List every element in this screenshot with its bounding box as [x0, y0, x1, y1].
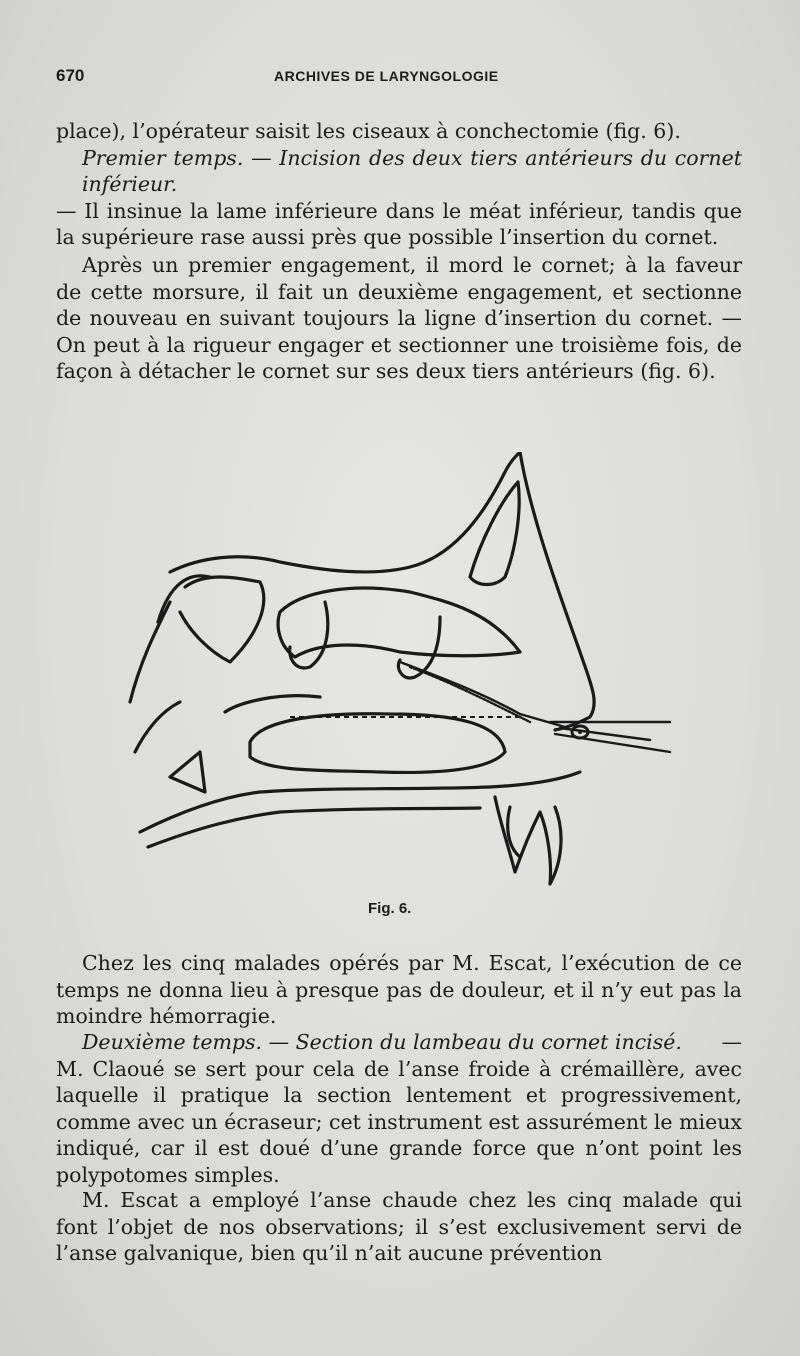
- paragraph-text: place), l’opérateur saisit les ciseaux à conchectomie (fig. 6).: [56, 119, 681, 143]
- paragraph-text: — M. Claoué se sert pour cela de l’anse froide à crémaillère, avec laquelle il pratique la section lentement et progressivement, comme avec un écraseur; cet instrument est assurément le mieux indiqué, car il est doué d’une grande force que n’ont point les polypotomes simples.: [56, 1030, 742, 1187]
- sinus-loop: [180, 577, 264, 662]
- scissors-illustration: [400, 662, 670, 752]
- page-number: 670: [56, 66, 85, 85]
- choana-triangle: [170, 752, 205, 792]
- figure-caption: Fig. 6.: [368, 900, 412, 917]
- section-heading-deuxieme-temps: Deuxième temps. — Section du lambeau du cornet incisé.: [82, 1030, 682, 1054]
- nasal-spur: [470, 482, 519, 585]
- paragraph-escat-result: Chez les cinq malades opérés par M. Escat, l’exécution de ce temps ne donna lieu à presque pas de douleur, et il n’y eut pas la moindre hémorragie.: [56, 951, 742, 1029]
- figure-nasal-diagram: [110, 452, 690, 917]
- inferior-meatus: [225, 696, 320, 712]
- left-profile: [130, 602, 170, 702]
- section-heading-premier-temps: Premier temps. — Incision des deux tiers antérieurs du cornet inférieur.: [82, 145, 742, 197]
- inferior-turbinate: [250, 714, 505, 773]
- paragraph-text: — Il insinue la lame inférieure dans le méat inférieur, tandis que la supérieure rase aussi près que possible l’insertion du cornet.: [56, 198, 742, 250]
- paragraph-deuxieme-temps: [56, 1029, 742, 1189]
- page-header: [56, 66, 746, 90]
- running-title: ARCHIVES DE LARYNGOLOGIE: [274, 68, 499, 84]
- sinus-outline: [158, 576, 210, 622]
- middle-turbinate: [278, 588, 520, 657]
- paragraph-anse-chaude: M. Escat a employé l’anse chaude chez les cinq malade qui font l’objet de nos observations; il s’est exclusivement servi de l’anse galvanique, bien qu’il n’ait aucune prévention: [56, 1188, 742, 1266]
- nasal-outline: [170, 452, 594, 730]
- left-lower-profile: [135, 702, 180, 752]
- paragraph-premier-temps: [56, 118, 742, 251]
- paragraph-engagement: Après un premier engagement, il mord le cornet; à la faveur de cette morsure, il fait un deuxième engagement, et sectionne de nouveau en suivant toujours la ligne d’insertion du cornet. — On peut à la rigueur engager et sectionner une troisième fois, de façon à détacher le cornet sur ses deux tiers antérieurs (fig. 6).: [56, 253, 742, 384]
- lower-structure: [495, 797, 561, 884]
- nasal-cavity-illustration: [110, 452, 690, 892]
- nasal-floor: [140, 772, 580, 832]
- palate: [148, 808, 480, 847]
